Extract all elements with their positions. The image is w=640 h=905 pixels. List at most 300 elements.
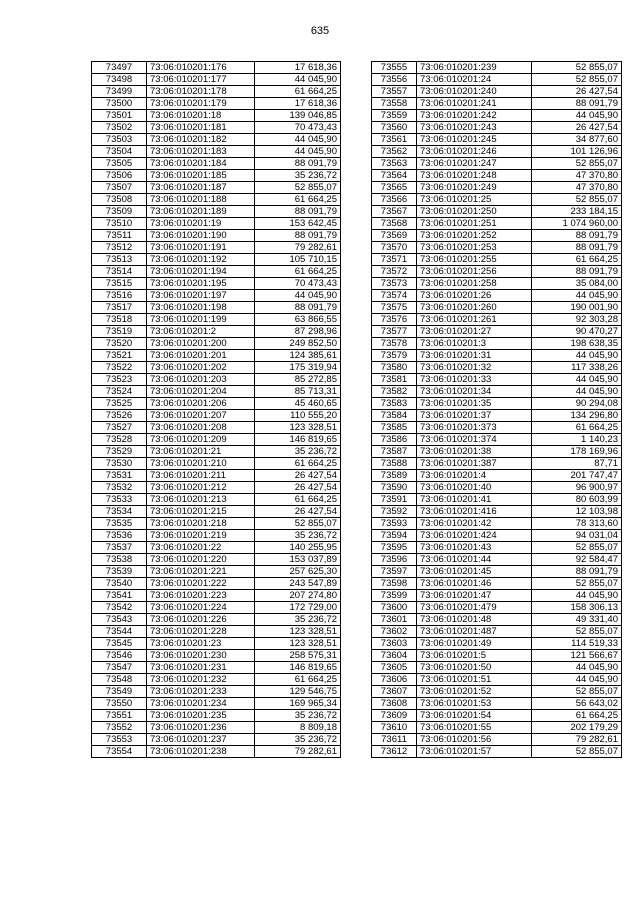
table-row — [372, 398, 622, 410]
table-row — [92, 746, 341, 758]
row-number-cell: 73528 — [92, 434, 147, 446]
cadastral-number-cell: 73:06:010201:51 — [417, 674, 532, 686]
value-cell: 44 045,90 — [532, 350, 622, 362]
value-cell: 70 473,43 — [255, 278, 341, 290]
row-number-cell: 73519 — [92, 326, 147, 338]
row-number-cell: 73506 — [92, 170, 147, 182]
table-row — [372, 230, 622, 242]
table-row — [372, 518, 622, 530]
row-number-cell: 73582 — [372, 386, 417, 398]
row-number-cell: 73571 — [372, 254, 417, 266]
row-number-cell: 73529 — [92, 446, 147, 458]
value-cell: 35 236,72 — [255, 530, 341, 542]
value-cell: 88 091,79 — [532, 242, 622, 254]
value-cell: 79 282,61 — [255, 746, 341, 758]
table-row — [92, 626, 341, 638]
value-cell: 70 473,43 — [255, 122, 341, 134]
cadastral-number-cell: 73:06:010201:46 — [417, 578, 532, 590]
cadastral-number-cell: 73:06:010201:178 — [147, 86, 255, 98]
value-cell: 61 664,25 — [532, 710, 622, 722]
cadastral-number-cell: 73:06:010201:190 — [147, 230, 255, 242]
row-number-cell: 73566 — [372, 194, 417, 206]
value-cell: 146 819,65 — [255, 662, 341, 674]
cadastral-number-cell: 73:06:010201:3 — [417, 338, 532, 350]
table-row — [92, 62, 341, 74]
cadastral-number-cell: 73:06:010201:231 — [147, 662, 255, 674]
value-cell: 169 965,34 — [255, 698, 341, 710]
value-cell: 88 091,79 — [532, 98, 622, 110]
table-row — [372, 470, 622, 482]
value-cell: 1 074 960,00 — [532, 218, 622, 230]
value-cell: 110 555,20 — [255, 410, 341, 422]
row-number-cell: 73557 — [372, 86, 417, 98]
cadastral-number-cell: 73:06:010201:228 — [147, 626, 255, 638]
cadastral-number-cell: 73:06:010201:424 — [417, 530, 532, 542]
table-row — [372, 386, 622, 398]
row-number-cell: 73581 — [372, 374, 417, 386]
table-row — [92, 98, 341, 110]
cadastral-number-cell: 73:06:010201:256 — [417, 266, 532, 278]
row-number-cell: 73534 — [92, 506, 147, 518]
row-number-cell: 73497 — [92, 62, 147, 74]
row-number-cell: 73586 — [372, 434, 417, 446]
row-number-cell: 73609 — [372, 710, 417, 722]
row-number-cell: 73604 — [372, 650, 417, 662]
cadastral-number-cell: 73:06:010201:192 — [147, 254, 255, 266]
table-row — [372, 458, 622, 470]
row-number-cell: 73524 — [92, 386, 147, 398]
table-row — [92, 602, 341, 614]
cadastral-number-cell: 73:06:010201:487 — [417, 626, 532, 638]
cadastral-number-cell: 73:06:010201:249 — [417, 182, 532, 194]
row-number-cell: 73580 — [372, 362, 417, 374]
row-number-cell: 73559 — [372, 110, 417, 122]
row-number-cell: 73594 — [372, 530, 417, 542]
cadastral-number-cell: 73:06:010201:195 — [147, 278, 255, 290]
cadastral-number-cell: 73:06:010201:18 — [147, 110, 255, 122]
table-row — [92, 386, 341, 398]
value-cell: 61 664,25 — [255, 674, 341, 686]
table-row — [372, 74, 622, 86]
value-cell: 94 031,04 — [532, 530, 622, 542]
row-number-cell: 73545 — [92, 638, 147, 650]
row-number-cell: 73544 — [92, 626, 147, 638]
cadastral-number-cell: 73:06:010201:203 — [147, 374, 255, 386]
row-number-cell: 73567 — [372, 206, 417, 218]
table-row — [372, 62, 622, 74]
row-number-cell: 73574 — [372, 290, 417, 302]
table-row — [92, 446, 341, 458]
cadastral-number-cell: 73:06:010201:242 — [417, 110, 532, 122]
row-number-cell: 73556 — [372, 74, 417, 86]
cadastral-number-cell: 73:06:010201:218 — [147, 518, 255, 530]
value-cell: 52 855,07 — [532, 74, 622, 86]
row-number-cell: 73600 — [372, 602, 417, 614]
cadastral-number-cell: 73:06:010201:258 — [417, 278, 532, 290]
table-row — [92, 242, 341, 254]
row-number-cell: 73572 — [372, 266, 417, 278]
table-row — [92, 482, 341, 494]
value-cell: 88 091,79 — [255, 158, 341, 170]
table-row — [372, 182, 622, 194]
value-cell: 85 272,85 — [255, 374, 341, 386]
value-cell: 26 427,54 — [255, 482, 341, 494]
cadastral-number-cell: 73:06:010201:234 — [147, 698, 255, 710]
value-cell: 124 385,61 — [255, 350, 341, 362]
table-row — [92, 74, 341, 86]
cadastral-number-cell: 73:06:010201:53 — [417, 698, 532, 710]
row-number-cell: 73569 — [372, 230, 417, 242]
table-row — [372, 350, 622, 362]
cadastral-number-cell: 73:06:010201:252 — [417, 230, 532, 242]
value-cell: 49 331,40 — [532, 614, 622, 626]
value-cell: 61 664,25 — [255, 86, 341, 98]
table-row — [92, 614, 341, 626]
cadastral-number-cell: 73:06:010201:199 — [147, 314, 255, 326]
cadastral-number-cell: 73:06:010201:37 — [417, 410, 532, 422]
cadastral-number-cell: 73:06:010201:25 — [417, 194, 532, 206]
value-cell: 44 045,90 — [255, 290, 341, 302]
cadastral-number-cell: 73:06:010201:179 — [147, 98, 255, 110]
value-cell: 26 427,54 — [255, 506, 341, 518]
table-row — [372, 218, 622, 230]
row-number-cell: 73525 — [92, 398, 147, 410]
value-cell: 12 103,98 — [532, 506, 622, 518]
page-number: 635 — [310, 25, 330, 37]
table-row — [372, 734, 622, 746]
table-row — [372, 662, 622, 674]
table-row — [372, 494, 622, 506]
cadastral-number-cell: 73:06:010201:213 — [147, 494, 255, 506]
row-number-cell: 73520 — [92, 338, 147, 350]
row-number-cell: 73555 — [372, 62, 417, 74]
value-cell: 44 045,90 — [532, 674, 622, 686]
value-cell: 79 282,61 — [255, 242, 341, 254]
row-number-cell: 73607 — [372, 686, 417, 698]
row-number-cell: 73584 — [372, 410, 417, 422]
value-cell: 85 713,31 — [255, 386, 341, 398]
table-row — [372, 158, 622, 170]
cadastral-number-cell: 73:06:010201:19 — [147, 218, 255, 230]
row-number-cell: 73597 — [372, 566, 417, 578]
cadastral-number-cell: 73:06:010201:241 — [417, 98, 532, 110]
row-number-cell: 73568 — [372, 218, 417, 230]
value-cell: 80 603,99 — [532, 494, 622, 506]
table-row — [372, 314, 622, 326]
cadastral-number-cell: 73:06:010201:235 — [147, 710, 255, 722]
row-number-cell: 73606 — [372, 674, 417, 686]
value-cell: 178 169,96 — [532, 446, 622, 458]
value-cell: 35 236,72 — [255, 614, 341, 626]
value-cell: 61 664,25 — [255, 266, 341, 278]
cadastral-number-cell: 73:06:010201:253 — [417, 242, 532, 254]
row-number-cell: 73561 — [372, 134, 417, 146]
table-row — [92, 470, 341, 482]
table-row — [92, 710, 341, 722]
row-number-cell: 73504 — [92, 146, 147, 158]
row-number-cell: 73564 — [372, 170, 417, 182]
row-number-cell: 73577 — [372, 326, 417, 338]
cadastral-number-cell: 73:06:010201:243 — [417, 122, 532, 134]
table-row — [92, 254, 341, 266]
cadastral-number-cell: 73:06:010201:33 — [417, 374, 532, 386]
cadastral-number-cell: 73:06:010201:187 — [147, 182, 255, 194]
table-row — [92, 422, 341, 434]
value-cell: 1 140,23 — [532, 434, 622, 446]
table-row — [372, 98, 622, 110]
table-row — [372, 578, 622, 590]
table-row — [372, 86, 622, 98]
value-cell: 8 809,18 — [255, 722, 341, 734]
value-cell: 114 519,33 — [532, 638, 622, 650]
table-row — [92, 338, 341, 350]
table-row — [92, 554, 341, 566]
cadastral-number-cell: 73:06:010201:233 — [147, 686, 255, 698]
table-row — [92, 734, 341, 746]
cadastral-number-cell: 73:06:010201:31 — [417, 350, 532, 362]
value-cell: 52 855,07 — [532, 158, 622, 170]
value-cell: 45 460,65 — [255, 398, 341, 410]
table-row — [92, 194, 341, 206]
table-row — [92, 290, 341, 302]
row-number-cell: 73533 — [92, 494, 147, 506]
row-number-cell: 73560 — [372, 122, 417, 134]
value-cell: 146 819,65 — [255, 434, 341, 446]
value-cell: 121 566,67 — [532, 650, 622, 662]
table-row — [372, 374, 622, 386]
cadastral-number-cell: 73:06:010201:250 — [417, 206, 532, 218]
value-cell: 44 045,90 — [255, 146, 341, 158]
cadastral-number-cell: 73:06:010201:5 — [417, 650, 532, 662]
table-row — [92, 398, 341, 410]
row-number-cell: 73507 — [92, 182, 147, 194]
cadastral-number-cell: 73:06:010201:224 — [147, 602, 255, 614]
cadastral-number-cell: 73:06:010201:57 — [417, 746, 532, 758]
row-number-cell: 73514 — [92, 266, 147, 278]
table-row — [92, 410, 341, 422]
value-cell: 26 427,54 — [255, 470, 341, 482]
value-cell: 88 091,79 — [255, 206, 341, 218]
value-cell: 87,71 — [532, 458, 622, 470]
value-cell: 88 091,79 — [532, 230, 622, 242]
table-row — [92, 110, 341, 122]
value-cell: 90 294,08 — [532, 398, 622, 410]
table-row — [372, 434, 622, 446]
table-row — [92, 278, 341, 290]
cadastral-number-cell: 73:06:010201:188 — [147, 194, 255, 206]
value-cell: 88 091,79 — [255, 302, 341, 314]
cadastral-number-cell: 73:06:010201:204 — [147, 386, 255, 398]
cadastral-number-cell: 73:06:010201:373 — [417, 422, 532, 434]
cadastral-number-cell: 73:06:010201:55 — [417, 722, 532, 734]
value-cell: 52 855,07 — [255, 182, 341, 194]
row-number-cell: 73542 — [92, 602, 147, 614]
row-number-cell: 73498 — [92, 74, 147, 86]
value-cell: 44 045,90 — [255, 74, 341, 86]
row-number-cell: 73583 — [372, 398, 417, 410]
row-number-cell: 73553 — [92, 734, 147, 746]
cadastral-number-cell: 73:06:010201:416 — [417, 506, 532, 518]
value-cell: 88 091,79 — [532, 566, 622, 578]
value-cell: 47 370,80 — [532, 182, 622, 194]
table-row — [92, 506, 341, 518]
value-cell: 26 427,54 — [532, 86, 622, 98]
cadastral-number-cell: 73:06:010201:48 — [417, 614, 532, 626]
row-number-cell: 73547 — [92, 662, 147, 674]
table-row — [372, 506, 622, 518]
cadastral-number-cell: 73:06:010201:49 — [417, 638, 532, 650]
table-row — [372, 170, 622, 182]
value-cell: 35 236,72 — [255, 734, 341, 746]
value-cell: 35 236,72 — [255, 446, 341, 458]
value-cell: 258 575,31 — [255, 650, 341, 662]
row-number-cell: 73540 — [92, 578, 147, 590]
row-number-cell: 73535 — [92, 518, 147, 530]
table-row — [372, 686, 622, 698]
row-number-cell: 73603 — [372, 638, 417, 650]
value-cell: 117 338,26 — [532, 362, 622, 374]
row-number-cell: 73596 — [372, 554, 417, 566]
row-number-cell: 73537 — [92, 542, 147, 554]
cadastral-number-cell: 73:06:010201:21 — [147, 446, 255, 458]
cadastral-number-cell: 73:06:010201:212 — [147, 482, 255, 494]
value-cell: 61 664,25 — [532, 254, 622, 266]
row-number-cell: 73539 — [92, 566, 147, 578]
table-row — [372, 698, 622, 710]
value-cell: 202 179,29 — [532, 722, 622, 734]
row-number-cell: 73576 — [372, 314, 417, 326]
value-cell: 61 664,25 — [255, 458, 341, 470]
table-row — [372, 254, 622, 266]
value-cell: 158 306,13 — [532, 602, 622, 614]
value-cell: 92 584,47 — [532, 554, 622, 566]
cadastral-number-cell: 73:06:010201:230 — [147, 650, 255, 662]
cadastral-number-cell: 73:06:010201:183 — [147, 146, 255, 158]
table-row — [92, 326, 341, 338]
table-row — [92, 182, 341, 194]
cadastral-number-cell: 73:06:010201:182 — [147, 134, 255, 146]
table-row — [372, 566, 622, 578]
table-row — [372, 626, 622, 638]
row-number-cell: 73513 — [92, 254, 147, 266]
row-number-cell: 73552 — [92, 722, 147, 734]
table-row — [92, 374, 341, 386]
row-number-cell: 73541 — [92, 590, 147, 602]
table-row — [372, 110, 622, 122]
table-row — [372, 422, 622, 434]
table-row — [92, 314, 341, 326]
table-row — [372, 134, 622, 146]
cadastral-number-cell: 73:06:010201:34 — [417, 386, 532, 398]
row-number-cell: 73605 — [372, 662, 417, 674]
value-cell: 44 045,90 — [532, 110, 622, 122]
table-row — [372, 242, 622, 254]
table-row — [92, 698, 341, 710]
cadastral-number-cell: 73:06:010201:239 — [417, 62, 532, 74]
value-cell: 139 046,85 — [255, 110, 341, 122]
cadastral-number-cell: 73:06:010201:220 — [147, 554, 255, 566]
table-row — [372, 590, 622, 602]
cadastral-number-cell: 73:06:010201:41 — [417, 494, 532, 506]
value-cell: 17 618,36 — [255, 98, 341, 110]
row-number-cell: 73538 — [92, 554, 147, 566]
cadastral-number-cell: 73:06:010201:237 — [147, 734, 255, 746]
cadastral-number-cell: 73:06:010201:202 — [147, 362, 255, 374]
table-row — [92, 362, 341, 374]
cadastral-number-cell: 73:06:010201:198 — [147, 302, 255, 314]
left-table-body — [92, 62, 341, 758]
table-row — [372, 614, 622, 626]
value-cell: 257 625,30 — [255, 566, 341, 578]
value-cell: 44 045,90 — [532, 590, 622, 602]
row-number-cell: 73599 — [372, 590, 417, 602]
value-cell: 44 045,90 — [532, 374, 622, 386]
table-row — [372, 746, 622, 758]
value-cell: 140 255,95 — [255, 542, 341, 554]
value-cell: 96 900,97 — [532, 482, 622, 494]
row-number-cell: 73536 — [92, 530, 147, 542]
table-row — [92, 590, 341, 602]
table-row — [372, 722, 622, 734]
value-cell: 123 328,51 — [255, 626, 341, 638]
row-number-cell: 73575 — [372, 302, 417, 314]
row-number-cell: 73612 — [372, 746, 417, 758]
cadastral-number-cell: 73:06:010201:246 — [417, 146, 532, 158]
value-cell: 249 852,50 — [255, 338, 341, 350]
table-row — [372, 710, 622, 722]
table-row — [372, 602, 622, 614]
row-number-cell: 73595 — [372, 542, 417, 554]
row-number-cell: 73501 — [92, 110, 147, 122]
row-number-cell: 73527 — [92, 422, 147, 434]
cadastral-number-cell: 73:06:010201:261 — [417, 314, 532, 326]
table-row — [372, 482, 622, 494]
row-number-cell: 73508 — [92, 194, 147, 206]
value-cell: 47 370,80 — [532, 170, 622, 182]
row-number-cell: 73510 — [92, 218, 147, 230]
cadastral-number-cell: 73:06:010201:238 — [147, 746, 255, 758]
row-number-cell: 73526 — [92, 410, 147, 422]
row-number-cell: 73587 — [372, 446, 417, 458]
value-cell: 52 855,07 — [532, 194, 622, 206]
cadastral-number-cell: 73:06:010201:45 — [417, 566, 532, 578]
cadastral-number-cell: 73:06:010201:2 — [147, 326, 255, 338]
table-row — [92, 266, 341, 278]
cadastral-number-cell: 73:06:010201:24 — [417, 74, 532, 86]
value-cell: 44 045,90 — [532, 386, 622, 398]
row-number-cell: 73516 — [92, 290, 147, 302]
table-row — [372, 446, 622, 458]
value-cell: 35 084,00 — [532, 278, 622, 290]
cadastral-number-cell: 73:06:010201:52 — [417, 686, 532, 698]
table-row — [92, 530, 341, 542]
table-row — [372, 554, 622, 566]
row-number-cell: 73601 — [372, 614, 417, 626]
value-cell: 92 303,28 — [532, 314, 622, 326]
cadastral-number-cell: 73:06:010201:219 — [147, 530, 255, 542]
value-cell: 172 729,00 — [255, 602, 341, 614]
table-row — [372, 302, 622, 314]
row-number-cell: 73523 — [92, 374, 147, 386]
cadastral-number-cell: 73:06:010201:189 — [147, 206, 255, 218]
cadastral-number-cell: 73:06:010201:27 — [417, 326, 532, 338]
cadastral-number-cell: 73:06:010201:387 — [417, 458, 532, 470]
cadastral-number-cell: 73:06:010201:50 — [417, 662, 532, 674]
left-table — [91, 61, 341, 758]
cadastral-number-cell: 73:06:010201:40 — [417, 482, 532, 494]
cadastral-number-cell: 73:06:010201:374 — [417, 434, 532, 446]
row-number-cell: 73611 — [372, 734, 417, 746]
